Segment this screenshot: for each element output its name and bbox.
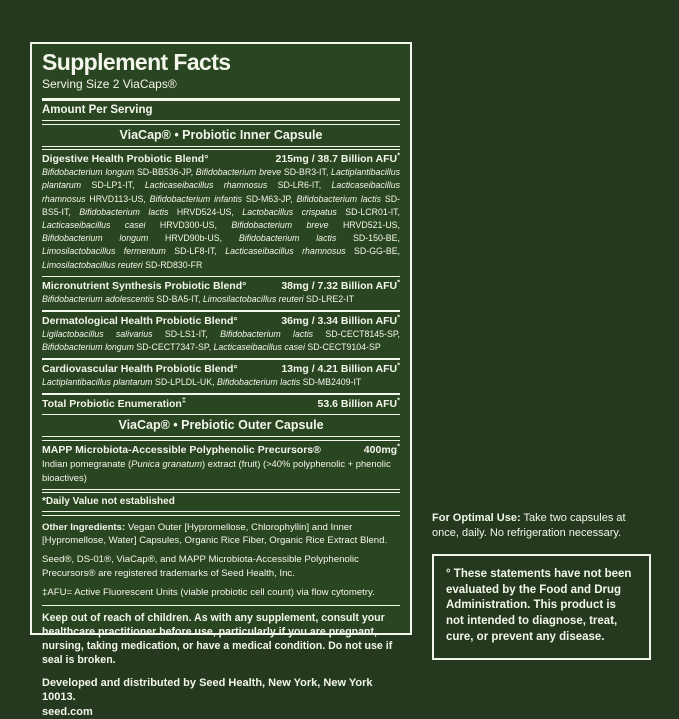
supplement-facts-panel: [30, 42, 412, 718]
blend-amount: 36mg / 3.34 Billion AFU*: [281, 312, 400, 327]
optimal-use-note: For Optimal Use: Take two capsules at once, daily. No refrigeration necessary.: [432, 512, 626, 539]
daily-value-note: *Daily Value not established: [42, 496, 175, 508]
website-text: seed.com: [42, 705, 93, 718]
blend-name: Micronutrient Synthesis Probiotic Blend°: [42, 280, 247, 293]
blend-amount: 215mg / 38.7 Billion AFU*: [275, 150, 400, 166]
blend-strains: Lactiplantibacillus plantarum SD-LPLDL-UK, Bifidobacterium lactis SD-MB2409-IT: [42, 376, 362, 387]
blend-name: Digestive Health Probiotic Blend°: [42, 153, 209, 166]
blend-strains: Ligilactobacillus salivarius SD-LS1-IT, Bifidobacterium lactis SD-CECT8145-SP, Bifidobacterium longum SD-CECT7347-SP, Lacticaseibacillus casei SD-CECT9104-SP: [42, 328, 400, 353]
blend-amount: 38mg / 7.32 Billion AFU*: [281, 277, 400, 293]
mapp-row: [42, 441, 400, 489]
optimal-use-label: For Optimal Use:: [432, 512, 521, 524]
blend-amount: 13mg / 4.21 Billion AFU*: [281, 360, 400, 375]
inner-capsule-header: ViaCap® • Probiotic Inner Capsule: [119, 127, 323, 142]
right-column: [432, 511, 651, 660]
blend-row-cardiovascular: [42, 360, 400, 393]
blend-row-digestive: [42, 150, 400, 276]
blend-name: Cardiovascular Health Probiotic Blend°: [42, 362, 238, 375]
total-enumeration-label: Total Probiotic Enumeration‡: [42, 395, 186, 410]
blend-row-micronutrient: [42, 277, 400, 310]
fda-disclaimer-text: ° These statements have not been evaluated by the Food and Drug Administration. This product is not intended to diagnose, treat, cure, or prevent any disease.: [446, 567, 632, 644]
blend-strains: Bifidobacterium longum SD-BB536-JP, Bifidobacterium breve SD-BR3-IT, Lactiplantibacillus plantarum SD-LP1-IT, Lacticaseibacillus rhamnosus SD-LR6-IT, Lacticaseibacillus rhamnosus HRVD113-US, Bifidobacterium infantis SD-M63-JP, Bifidobacterium lactis SD-BS5-IT, Bifidobacterium lactis HRVD524-US, Lactobacillus crispatus SD-LCR01-IT, Lacticaseibacillus casei HRVD300-US, Bifidobacterium breve HRVD521-US, Bifidobacterium longum HRVD90b-US, Bifidobacterium lactis SD-150-BE, Limosilactobacillus fermentum SD-LF8-IT, Lacticaseibacillus rhamnosus SD-GG-BE, Limosilactobacillus reuteri SD-RD830-FR: [42, 167, 400, 270]
supplement-facts-title: Supplement Facts: [42, 49, 231, 75]
blend-name: Dermatological Health Probiotic Blend°: [42, 314, 238, 327]
caution-text: Keep out of reach of children. As with any supplement, consult your healthcare practitioner before use, particularly if you are pregnant, nursing, taking medication, or have a medical condition. Do not use if seal is broken.: [42, 612, 393, 667]
total-enumeration-amount: 53.6 Billion AFU*: [317, 395, 400, 410]
fda-disclaimer-box: [432, 554, 651, 660]
mapp-description: Indian pomegranate (Punica granatum) extract (fruit) (>40% polyphenolic + phenolic bioactives): [42, 457, 391, 483]
trademarks-note: Seed®, DS-01®, ViaCap®, and MAPP Microbiota-Accessible Polyphenolic Precursors® are registered trademarks of Seed Health, Inc.: [42, 553, 359, 579]
distributor-text: Developed and distributed by Seed Health, New York, New York 10013. seed.com: [42, 677, 373, 718]
total-enumeration-row: [42, 395, 400, 414]
mapp-amount: 400mg*: [363, 441, 400, 456]
double-rule: [42, 511, 400, 516]
outer-capsule-header: ViaCap® • Prebiotic Outer Capsule: [118, 418, 324, 433]
other-ingredients: Other Ingredients: Vegan Outer [Hypromellose, Chlorophyllin] and Inner [Hypromellose, Water] Capsules, Organic Rice Fiber, Organic Rice Extract Blend.: [42, 521, 388, 547]
blend-row-dermatological: [42, 312, 400, 358]
amount-per-serving-label: Amount Per Serving: [42, 104, 153, 117]
serving-size: Serving Size 2 ViaCaps®: [42, 77, 177, 92]
mapp-name: MAPP Microbiota-Accessible Polyphenolic Precursors®: [42, 443, 321, 456]
blend-strains: Bifidobacterium adolescentis SD-BA5-IT, Limosilactobacillus reuteri SD-LRE2-IT: [42, 294, 354, 305]
afu-footnote: ‡AFU= Active Fluorescent Units (viable probiotic cell count) via flow cytometry.: [42, 587, 375, 599]
rule: [42, 605, 400, 607]
